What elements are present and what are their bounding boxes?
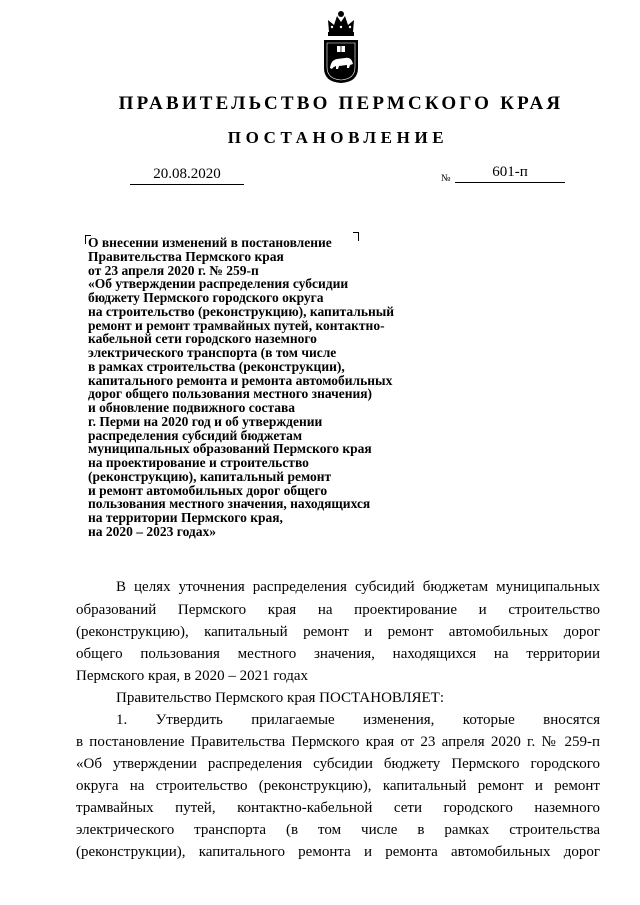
- body-line: 1. Утвердить прилагаемые изменения, которые вносятся: [116, 712, 600, 728]
- subject-line: дорог общего пользования местного значения): [88, 386, 373, 402]
- subject-line: ремонт и ремонт трамвайных путей, контактно-: [88, 317, 385, 333]
- subject-line: «Об утверждении распределения субсидии: [88, 276, 349, 292]
- subject-line: капитального ремонта и ремонта автомобильных: [88, 372, 393, 388]
- subject-line: распределения субсидий бюджетам: [88, 427, 303, 443]
- crown-icon: [328, 11, 354, 36]
- subject-line: в рамках строительства (реконструкции),: [88, 358, 345, 374]
- subject-line: О внесении изменений в постановление: [88, 235, 332, 250]
- subject-line: Правительства Пермского края: [88, 248, 284, 264]
- document-type: ПОСТАНОВЛЕНИЕ: [227, 128, 449, 147]
- body-line: трамвайных путей, контактно-кабельной сети городского наземного: [76, 800, 600, 816]
- subject-line: (реконструкцию), капитальный ремонт: [88, 468, 332, 484]
- subject-line: электрического транспорта (в том числе: [88, 345, 337, 360]
- subject-line: на проектирование и строительство: [88, 455, 309, 470]
- body-line: электрического транспорта (в том числе в рамках строительства: [76, 822, 600, 838]
- subject-line: муниципальных образований Пермского края: [88, 441, 372, 457]
- subject-line: на 2020 – 2023 годах»: [88, 523, 217, 539]
- body-line: В целях уточнения распределения субсидий бюджетам муниципальных: [116, 579, 600, 595]
- subject-line: кабельной сети городского наземного: [88, 331, 317, 347]
- body-line: в постановление Правительства Пермского края от 23 апреля 2020 г. № 259-п: [76, 734, 600, 750]
- body-line: образований Пермского края на проектирование и строительство: [76, 602, 600, 618]
- body-line: (реконструкции), капитального ремонта и ремонта автомобильных дорог: [76, 844, 600, 860]
- body-line: Пермского края, в 2020 – 2021 годах: [76, 668, 309, 684]
- subject-line: и ремонт автомобильных дорог общего: [88, 482, 328, 498]
- document-date: 20.08.2020: [130, 166, 244, 185]
- subject-line: пользования местного значения, находящихся: [88, 496, 371, 512]
- body-line: (реконструкцию), капитальный ремонт и ремонт автомобильных дорог: [76, 624, 600, 640]
- coat-of-arms-emblem: [321, 10, 361, 84]
- subject-line: на строительство (реконструкцию), капитальный: [88, 303, 395, 319]
- subject-line: г. Перми на 2020 год и об утверждении: [88, 413, 323, 429]
- government-title: ПРАВИТЕЛЬСТВО ПЕРМСКОГО КРАЯ: [118, 93, 564, 114]
- body-line: округа на строительство (реконструкцию), капитальный ремонт и ремонт: [76, 778, 600, 794]
- shield-icon: [324, 40, 358, 83]
- document-subject: [88, 236, 448, 539]
- subject-line: на территории Пермского края,: [88, 510, 283, 525]
- number-sign: №: [441, 173, 451, 184]
- subject-line: и обновление подвижного состава: [88, 400, 296, 415]
- subject-line: от 23 апреля 2020 г. № 259-п: [88, 262, 259, 278]
- body-line: «Об утверждении распределения субсидии бюджету Пермского городского: [76, 756, 600, 772]
- body-line: Правительство Пермского края ПОСТАНОВЛЯЕТ:: [116, 690, 445, 706]
- document-number: 601-п: [455, 164, 565, 183]
- body-line: общего пользования местного значения, находящихся на территории: [76, 646, 600, 662]
- subject-line: бюджету Пермского городского округа: [88, 290, 324, 305]
